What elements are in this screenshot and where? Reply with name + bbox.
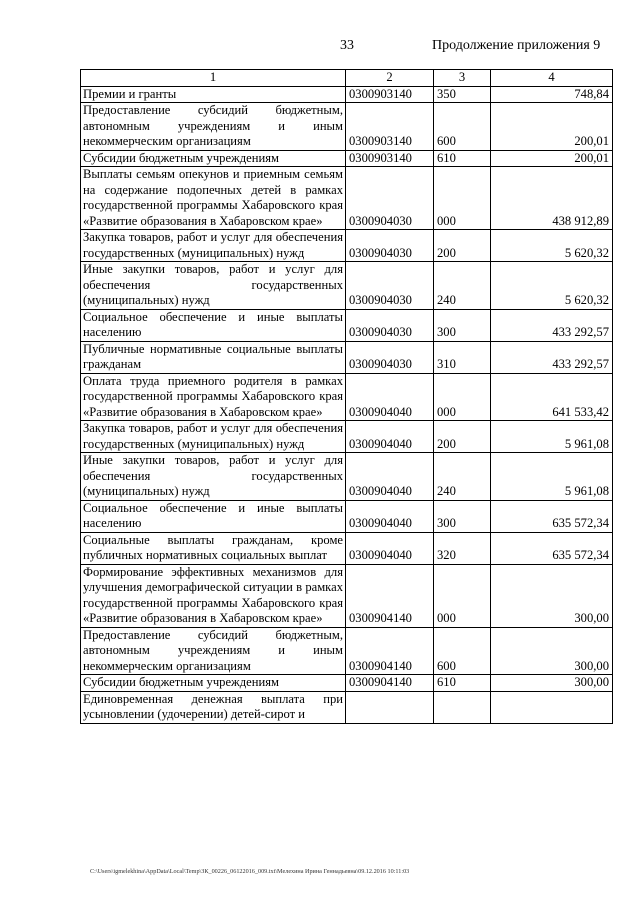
row-amount: 748,84 [491,86,613,103]
row-amount: 438 912,89 [491,167,613,230]
file-path-footer: C:\Users\igmelekhina\AppData\Local\Temp\ЗК_00226_06122016_009.txt\Мелехина Ирина Геннадьевна\09.12.2016 10:11:03 [90,868,410,875]
row-expense-type [434,691,491,723]
row-amount: 5 961,08 [491,453,613,501]
table-row [81,167,613,230]
table-row [81,532,613,564]
row-description: Социальные выплаты гражданам, кроме публичных нормативных социальных выплат [81,532,346,564]
table-row [81,453,613,501]
table-row [81,103,613,151]
row-target-code: 0300904030 [346,230,434,262]
budget-table [80,69,613,724]
row-amount: 5 961,08 [491,421,613,453]
table-row [81,691,613,723]
row-target-code: 0300904040 [346,500,434,532]
row-target-code: 0300904030 [346,309,434,341]
row-description: Оплата труда приемного родителя в рамках государственной программы Хабаровского края «Развитие образования в Хабаровском крае» [81,373,346,421]
page-number: 33 [340,38,354,53]
row-target-code: 0300904040 [346,453,434,501]
row-description: Единовременная денежная выплата при усыновлении (удочерении) детей-сирот и [81,691,346,723]
row-expense-type: 000 [434,373,491,421]
row-amount [491,691,613,723]
row-target-code: 0300903140 [346,103,434,151]
row-target-code: 0300904030 [346,167,434,230]
row-target-code: 0300904040 [346,532,434,564]
row-target-code: 0300904140 [346,675,434,692]
table-row [81,262,613,310]
row-expense-type: 240 [434,453,491,501]
row-target-code: 0300904140 [346,564,434,627]
row-target-code: 0300904030 [346,262,434,310]
table-row [81,675,613,692]
row-expense-type: 610 [434,675,491,692]
table-row [81,500,613,532]
column-header: 3 [434,70,491,87]
row-expense-type: 600 [434,627,491,675]
row-expense-type: 320 [434,532,491,564]
row-amount: 200,01 [491,150,613,167]
row-description: Иные закупки товаров, работ и услуг для обеспечения государственных (муниципальных) нужд [81,453,346,501]
row-expense-type: 200 [434,230,491,262]
row-description: Закупка товаров, работ и услуг для обеспечения государственных (муниципальных) нужд [81,230,346,262]
row-description: Социальное обеспечение и иные выплаты населению [81,500,346,532]
row-amount: 5 620,32 [491,230,613,262]
row-description: Публичные нормативные социальные выплаты гражданам [81,341,346,373]
row-description: Закупка товаров, работ и услуг для обеспечения государственных (муниципальных) нужд [81,421,346,453]
row-amount: 5 620,32 [491,262,613,310]
row-description: Субсидии бюджетным учреждениям [81,675,346,692]
row-expense-type: 350 [434,86,491,103]
row-expense-type: 000 [434,167,491,230]
table-row [81,421,613,453]
row-amount: 300,00 [491,675,613,692]
row-amount: 641 533,42 [491,373,613,421]
row-description: Выплаты семьям опекунов и приемным семьям на содержание подопечных детей в рамках государственной программы Хабаровского края «Развитие образования в Хабаровском крае» [81,167,346,230]
row-expense-type: 610 [434,150,491,167]
row-target-code: 0300904040 [346,421,434,453]
table-row [81,373,613,421]
row-amount: 200,01 [491,103,613,151]
row-target-code: 0300903140 [346,150,434,167]
row-description: Субсидии бюджетным учреждениям [81,150,346,167]
table-row [81,341,613,373]
row-description: Формирование эффективных механизмов для улучшения демографической ситуации в рамках государственной программы Хабаровского края «Развитие образования в Хабаровском крае» [81,564,346,627]
row-expense-type: 300 [434,309,491,341]
row-description: Иные закупки товаров, работ и услуг для обеспечения государственных (муниципальных) нужд [81,262,346,310]
row-description: Предоставление субсидий бюджетным, автономным учреждениям и иным некоммерческим организациям [81,627,346,675]
row-target-code: 0300904040 [346,373,434,421]
row-expense-type: 600 [434,103,491,151]
row-description: Премии и гранты [81,86,346,103]
row-amount: 300,00 [491,564,613,627]
row-amount: 433 292,57 [491,341,613,373]
column-header: 2 [346,70,434,87]
table-row [81,230,613,262]
row-target-code: 0300904030 [346,341,434,373]
row-target-code: 0300903140 [346,86,434,103]
table-row [81,150,613,167]
table-row [81,564,613,627]
column-header: 4 [491,70,613,87]
row-amount: 635 572,34 [491,532,613,564]
row-amount: 433 292,57 [491,309,613,341]
row-target-code [346,691,434,723]
row-expense-type: 300 [434,500,491,532]
row-target-code: 0300904140 [346,627,434,675]
table-row [81,627,613,675]
row-expense-type: 240 [434,262,491,310]
row-expense-type: 200 [434,421,491,453]
row-expense-type: 000 [434,564,491,627]
table-row [81,309,613,341]
row-expense-type: 310 [434,341,491,373]
column-header: 1 [81,70,346,87]
table-row [81,86,613,103]
row-amount: 300,00 [491,627,613,675]
column-header-row [81,70,613,87]
row-amount: 635 572,34 [491,500,613,532]
row-description: Предоставление субсидий бюджетным, автономным учреждениям и иным некоммерческим организациям [81,103,346,151]
row-description: Социальное обеспечение и иные выплаты населению [81,309,346,341]
continuation-label: Продолжение приложения 9 [432,38,601,53]
